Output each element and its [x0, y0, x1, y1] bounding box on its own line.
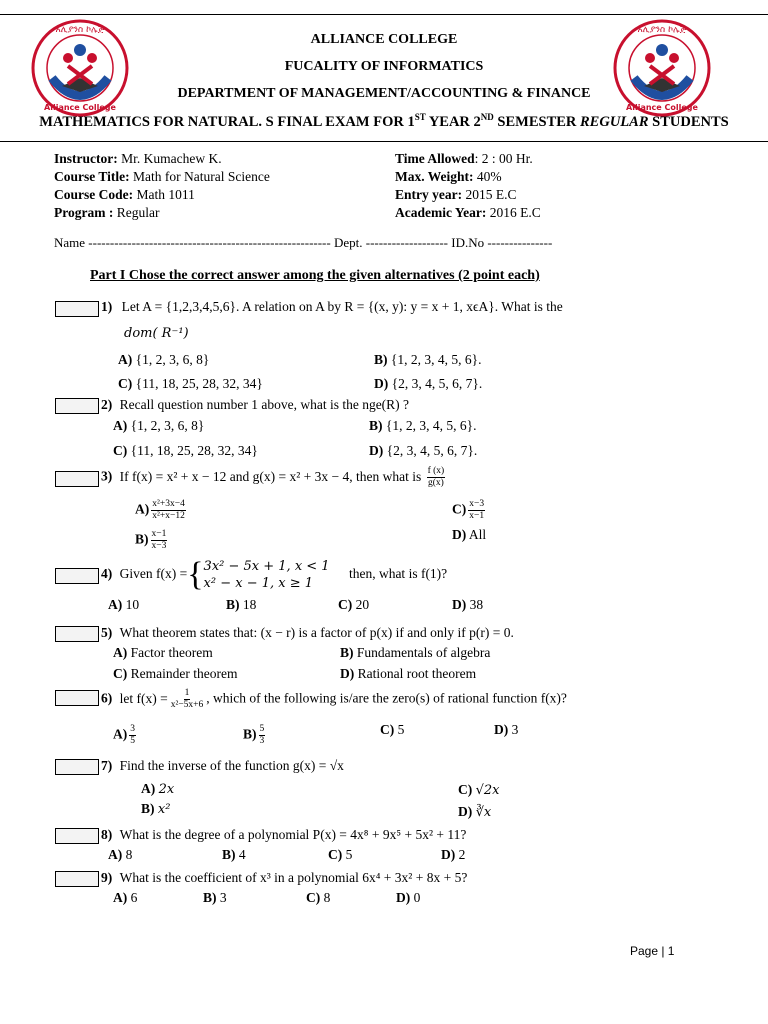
q1-number: 1): [101, 299, 113, 314]
q3-option-c[interactable]: C) $\frac{x-3}{x-1}$: [452, 499, 485, 521]
q7-option-a[interactable]: A) 2x: [141, 781, 175, 797]
q1-option-b[interactable]: B) {1, 2, 3, 4, 5, 6}.: [374, 352, 482, 367]
answer-box-q2[interactable]: [55, 398, 99, 414]
q4-option-c[interactable]: C) 20: [338, 597, 370, 612]
academic-value: 2016 E.C: [489, 205, 541, 220]
q8-number: 8): [101, 827, 113, 842]
q4-option-d[interactable]: D) 38: [452, 597, 484, 612]
q6-text-b: , which of the following is/are the zero(s) of rational function f(x)?: [206, 690, 567, 706]
course-title-value: Math for Natural Science: [133, 169, 270, 184]
q9-text: What is the coefficient of x³ in a polynomial 6x⁴ + 3x² + 8x + 5?: [119, 870, 468, 885]
q3-option-a[interactable]: A) $\frac{\text{x²+3x−4}}{\text{x²+x−12}}$: [135, 499, 185, 521]
q7-text: Find the inverse of the function g(x) = √x: [119, 758, 344, 773]
q4-brace: {: [187, 556, 204, 593]
q1-text: Let A = {1,2,3,4,5,6}. A relation on A by R = {(x, y): y = x + 1, xϵA}. What is the: [121, 299, 563, 314]
q6-option-a[interactable]: A) $\frac{3}{5}$: [113, 724, 135, 746]
top-rule: [0, 14, 768, 15]
q9-number: 9): [101, 870, 113, 885]
q7-option-c[interactable]: C) √2x: [458, 782, 500, 798]
course-info-left: [54, 150, 270, 222]
q4-number: 4): [101, 566, 113, 582]
entry-value: 2015 E.C: [465, 187, 517, 202]
answer-box-q8[interactable]: [55, 828, 99, 844]
weight-label: Max. Weight:: [395, 169, 474, 184]
q5-text: What theorem states that: (x − r) is a factor of p(x) if and only if p(r) = 0.: [119, 625, 514, 640]
question-4: [101, 558, 447, 592]
course-code-label: Course Code:: [54, 187, 134, 202]
q1-option-d[interactable]: D) {2, 3, 4, 5, 6, 7}.: [374, 376, 483, 391]
question-5: [101, 625, 514, 641]
time-label: Time Allowed: [395, 151, 475, 166]
q5-option-c[interactable]: C) Remainder theorem: [113, 666, 238, 681]
program-value: Regular: [116, 205, 160, 220]
exam-title: [0, 112, 768, 131]
q1-option-a[interactable]: A) {1, 2, 3, 6, 8}: [118, 352, 210, 367]
q6-function-fraction: $\frac{1}{\text{x²−5x+6}}$: [170, 688, 204, 710]
q3-ask-fraction: $\frac{f (x)}{g(x)}$: [427, 466, 445, 488]
q1-text-cont: dom( R⁻¹): [124, 326, 189, 341]
program-label: Program :: [54, 205, 114, 220]
logo-text-right: Alliance College: [626, 103, 698, 112]
q6-number: 6): [101, 690, 113, 706]
academic-label: Academic Year:: [395, 205, 487, 220]
question-7: [101, 758, 344, 774]
q4-option-b[interactable]: B) 18: [226, 597, 257, 612]
answer-box-q5[interactable]: [55, 626, 99, 642]
question-2: [101, 397, 409, 413]
entry-label: Entry year:: [395, 187, 463, 202]
q7-option-d[interactable]: D) ∛x: [458, 804, 492, 820]
instructor-label: Instructor:: [54, 151, 118, 166]
q6-option-c[interactable]: C) 5: [380, 722, 405, 737]
answer-box-q6[interactable]: [55, 690, 99, 706]
q4-option-a[interactable]: A) 10: [108, 597, 140, 612]
q5-option-d[interactable]: D) Rational root theorem: [340, 666, 477, 681]
q4-tail: then, what is f(1)?: [348, 566, 448, 582]
q6-option-d[interactable]: D) 3: [494, 722, 519, 737]
q8-option-c[interactable]: C) 5: [328, 847, 353, 862]
q6-option-b[interactable]: B) $\frac{5}{3}$: [243, 724, 265, 746]
q2-option-c[interactable]: C) {11, 18, 25, 28, 32, 34}: [113, 443, 258, 458]
q9-option-a[interactable]: A) 6: [113, 890, 138, 905]
question-6: [101, 688, 567, 711]
q2-option-d[interactable]: D) {2, 3, 4, 5, 6, 7}.: [369, 443, 478, 458]
exam-sem: SEMESTER: [497, 113, 577, 130]
q3-option-b[interactable]: B) $\frac{x-1}{x-3}$: [135, 529, 167, 551]
exam-students: STUDENTS: [652, 113, 729, 130]
header-rule: [0, 141, 768, 142]
page-number: Page | 1: [630, 944, 675, 958]
question-3: [101, 466, 447, 489]
answer-box-q7[interactable]: [55, 759, 99, 775]
instructor-value: Mr. Kumachew K.: [121, 151, 222, 166]
course-code-value: Math 1011: [136, 187, 195, 202]
answer-box-q3[interactable]: [55, 471, 99, 487]
q8-option-b[interactable]: B) 4: [222, 847, 246, 862]
q7-number: 7): [101, 758, 113, 773]
exam-year: YEAR 2: [428, 113, 481, 130]
q9-option-d[interactable]: D) 0: [396, 890, 421, 905]
exam-regular: REGULAR: [580, 113, 649, 130]
q5-option-a[interactable]: A) Factor theorem: [113, 645, 213, 660]
exam-1: 1: [407, 113, 415, 130]
part1-title: Part I Chose the correct answer among the given alternatives (2 point each): [90, 268, 540, 283]
q3-text: If f(x) = x² + x − 12 and g(x) = x² + 3x − 4, then what is: [119, 468, 422, 484]
exam-nd: ND: [480, 112, 494, 122]
q4-piecewise: 3x² − 5x + 1, x < 1 x² − x − 1, x ≥ 1: [203, 559, 330, 591]
logo-text-left: Alliance College: [44, 103, 116, 112]
q2-text: Recall question number 1 above, what is the nge(R) ?: [119, 397, 410, 412]
q2-option-a[interactable]: A) {1, 2, 3, 6, 8}: [113, 418, 205, 433]
q8-text: What is the degree of a polynomial P(x) = 4x⁸ + 9x⁵ + 5x² + 11?: [119, 827, 467, 842]
question-1: [101, 299, 563, 315]
q4-text: Given f(x) =: [119, 566, 188, 582]
q9-option-c[interactable]: C) 8: [306, 890, 331, 905]
answer-box-q9[interactable]: [55, 871, 99, 887]
q9-option-b[interactable]: B) 3: [203, 890, 227, 905]
q3-number: 3): [101, 468, 113, 484]
course-info-right: [395, 150, 541, 222]
department-name: DEPARTMENT OF MANAGEMENT/ACCOUNTING & FINANCE: [177, 86, 591, 101]
time-value: : 2 : 00 Hr.: [474, 151, 533, 166]
exam-prefix: MATHEMATICS FOR NATURAL. S FINAL EXAM FOR: [39, 113, 404, 130]
course-title-label: Course Title:: [54, 169, 130, 184]
q8-option-a[interactable]: A) 8: [108, 847, 133, 862]
q2-option-b[interactable]: B) {1, 2, 3, 4, 5, 6}.: [369, 418, 477, 433]
logo-amharic-left: አሊያንስ ኮሌጅ: [55, 25, 105, 35]
college-name: ALLIANCE COLLEGE: [310, 32, 458, 47]
exam-st: ST: [414, 112, 426, 122]
q6-text-a: let f(x) =: [119, 690, 168, 706]
q5-option-b[interactable]: B) Fundamentals of algebra: [340, 645, 491, 660]
logo-amharic-right: አሊያንስ ኮሌጅ: [637, 25, 687, 35]
answer-box-q1[interactable]: [55, 301, 99, 317]
weight-value: 40%: [476, 169, 502, 184]
name-dept-id-line[interactable]: Name -------------------------------------------------------- Dept. ------------------- ID.No ---------------: [54, 235, 553, 250]
answer-box-q4[interactable]: [55, 568, 99, 584]
question-9: [101, 870, 467, 886]
q1-option-c[interactable]: C) {11, 18, 25, 28, 32, 34}: [118, 376, 263, 391]
question-8: [101, 827, 466, 843]
q2-number: 2): [101, 397, 113, 412]
q7-option-b[interactable]: B) x²: [141, 801, 171, 817]
q3-option-d[interactable]: D) All: [452, 527, 487, 542]
q8-option-d[interactable]: D) 2: [441, 847, 466, 862]
faculty-name: FUCALITY OF INFORMATICS: [284, 59, 484, 74]
q5-number: 5): [101, 625, 113, 640]
